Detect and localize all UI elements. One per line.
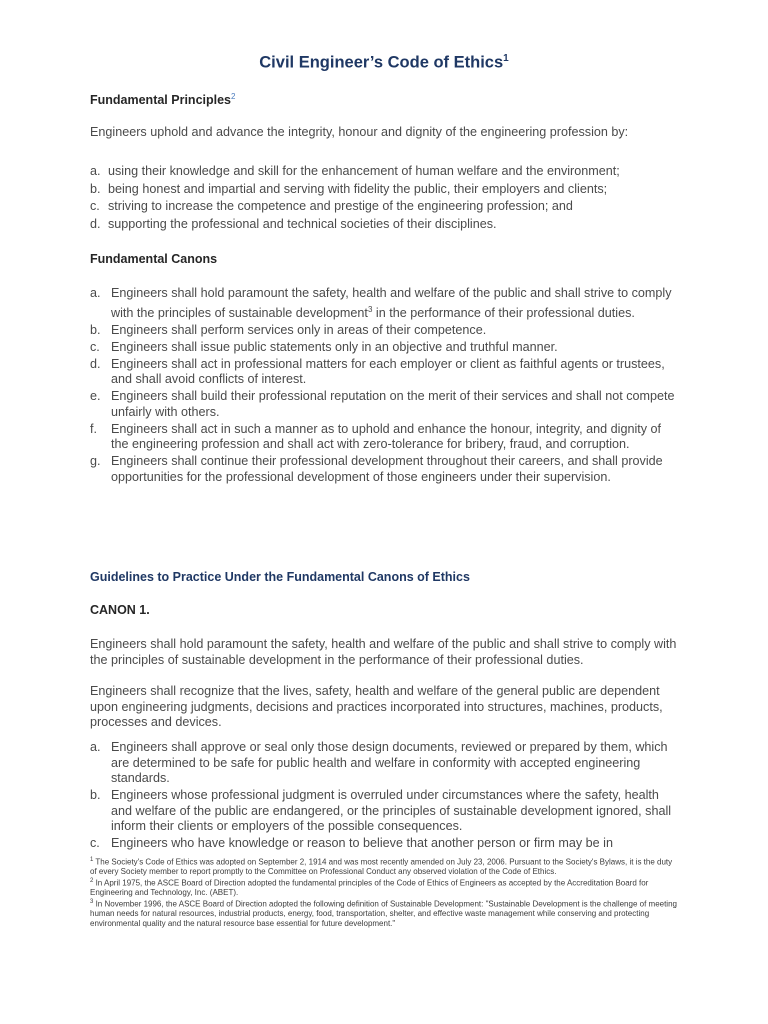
list-item: g. Engineers shall continue their professional development throughout their careers, and shall provide opportunities for the professional development of those engineers under their supervision. [90,454,663,484]
canon-1-paragraph-1: Engineers shall hold paramount the safety, health and welfare of the public and shall strive to comply with the principles of sustainable development in the performance of their professional duties. [90,637,677,667]
canon-1-list [90,740,680,853]
footnote-ref-2: 2 [231,92,236,101]
canon-1-paragraph-2: Engineers shall recognize that the lives, safety, health and welfare of the general public are dependent upon engineering judgments, decisions and practices incorporated into structures, machines, products, processes and devices. [90,684,663,729]
list-item: b. being honest and impartial and serving with fidelity the public, their employers and clients; [90,181,608,196]
canons-list [90,286,680,487]
document-title: Civil Engineer’s Code of Ethics$^1$ [259,53,509,72]
footnote-3: $^3$ In November 1996, the ASCE Board of Direction adopted the following definition of Sustainable Development: "Sustainable Development is the challenge of meeting human needs for natural resources, industrial products, energy, food, transportation, shelter, and effective waste management while conserving and protecting environmental quality and the natural resource base essential for future development." [90,898,677,928]
footnote-1: $^1$ The Society's Code of Ethics was adopted on September 2, 1914 and was most recently amended on July 23, 2006. Pursuant to the Society's Bylaws, it is the duty of every Society member to report promptly to the Committee on Professional Conduct any observed violation of the Code of Ethics. [90,857,673,877]
list-item: c. Engineers who have knowledge or reason to believe that another person or firm may be in [90,836,613,850]
guidelines-heading: Guidelines to Practice Under the Fundamental Canons of Ethics [90,570,470,584]
fundamental-principles-heading: Fundamental Principles$^2$ [90,92,236,108]
footnote-ref-1: 1 [503,53,509,64]
list-item: d. Engineers shall act in professional matters for each employer or client as faithful agents or trustees, and shall avoid conflicts of interest. [90,356,665,387]
footnotes [90,856,680,928]
canon-1-heading: CANON 1. [90,603,150,617]
principles-list [90,164,680,234]
list-item: a. using their knowledge and skill for the enhancement of human welfare and the environment; [90,164,620,178]
list-item: a. Engineers shall hold paramount the safety, health and welfare of the public and shall strive to comply with the principles of sustainable development$^3$ in the performance of their professional duties. [90,286,672,320]
principles-intro: Engineers uphold and advance the integrity, honour and dignity of the engineering profession by: [90,125,629,139]
list-item: c. Engineers shall issue public statements only in an objective and truthful manner. [90,339,558,354]
fundamental-canons-heading: Fundamental Canons [90,252,218,266]
list-item: b. Engineers whose professional judgment is overruled under circumstances where the safety, health and welfare of the public are endangered, or the principles of sustainable development ignored, shall inform their clients or employers of the possible consequences. [90,788,672,833]
list-item: e. Engineers shall build their professional reputation on the merit of their services and shall not compete unfairly with others. [90,389,675,419]
list-item: b. Engineers shall perform services only in areas of their competence. [90,322,487,337]
footnote-2: $^2$ In April 1975, the ASCE Board of Direction adopted the fundamental principles of the Code of Ethics of Engineers as accepted by the Accreditation Board for Engineering and Technology, Inc. (ABET). [90,877,649,898]
list-item: f. Engineers shall act in such a manner as to uphold and enhance the honour, integrity, and dignity of the engineering profession and shall act with zero-tolerance for bribery, fraud, and corruption. [90,421,662,452]
list-item: c. striving to increase the competence and prestige of the engineering profession; and [90,199,573,213]
footnote-ref-3: 3 [367,304,373,314]
list-item: d. supporting the professional and technical societies of their disciplines. [90,216,497,231]
list-item: a. Engineers shall approve or seal only those design documents, reviewed or prepared by them, which are determined to be safe for public health and welfare in conformity with accepted engineering standards. [90,740,668,785]
